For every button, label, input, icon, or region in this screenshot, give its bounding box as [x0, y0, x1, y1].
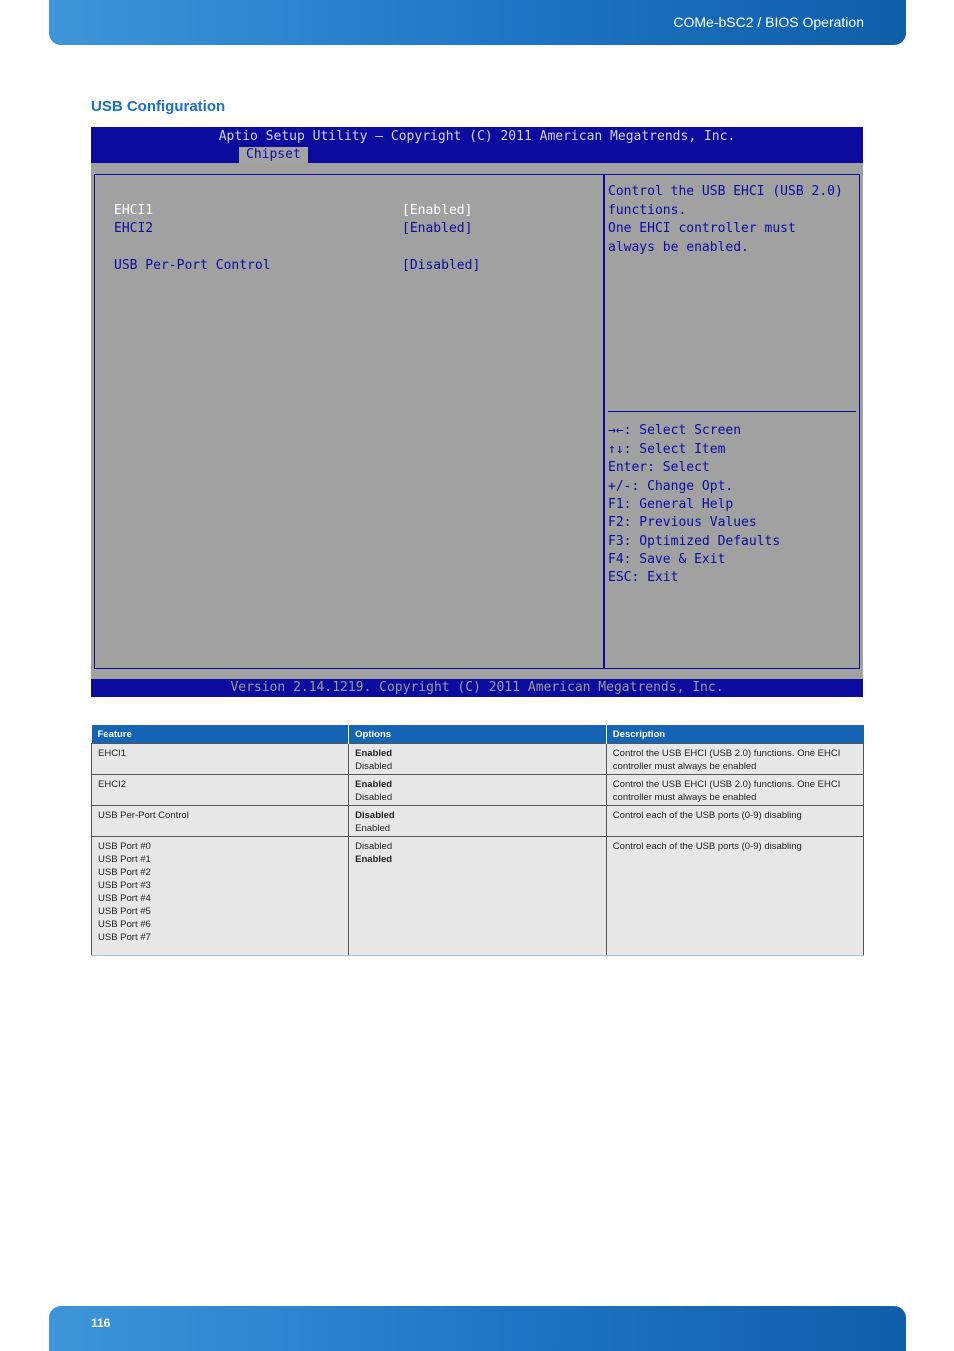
feature-name: USB Port #6: [98, 919, 151, 930]
bios-version: Version 2.14.1219. Copyright (C) 2011 American Megatrends, Inc.: [230, 680, 724, 695]
bios-header: [91, 127, 863, 163]
table-row: [92, 806, 864, 837]
feature-name: EHCI1: [98, 748, 126, 759]
description-cell: Control the USB EHCI (USB 2.0) functions. One EHCI controller must always be enabled: [606, 744, 863, 775]
options-cell: [349, 744, 607, 775]
divider: [608, 411, 856, 412]
bios-body: [91, 163, 863, 679]
setting-label: USB Per-Port Control: [114, 258, 271, 273]
setting-value[interactable]: [Enabled]: [402, 203, 473, 218]
setting-value[interactable]: [Disabled]: [402, 258, 481, 273]
document-title: COMe-bSC2 / BIOS Operation: [673, 14, 864, 30]
feature-name: USB Port #4: [98, 893, 151, 904]
feature-name: USB Port #5: [98, 906, 151, 917]
options-cell: [349, 775, 607, 806]
feature-cell: [92, 775, 349, 806]
table-row: [92, 744, 864, 775]
feature-name: USB Port #3: [98, 880, 151, 891]
setting-label: EHCI2: [114, 221, 154, 236]
options-cell: [349, 806, 607, 837]
feature-name: USB Per-Port Control: [98, 810, 189, 821]
feature-name: USB Port #1: [98, 854, 151, 865]
default-option: Enabled: [355, 779, 393, 790]
feature-name: USB Port #7: [98, 932, 151, 943]
table-header-row: [92, 725, 864, 744]
page-number: 116: [91, 1316, 111, 1330]
column-header: Options: [349, 725, 607, 744]
description-cell: Control each of the USB ports (0-9) disabling: [606, 806, 863, 837]
help-text: functions.: [608, 203, 687, 218]
header-banner: [49, 0, 906, 45]
key-hint: F4: Save & Exit: [608, 552, 726, 567]
key-hint: +/-: Change Opt.: [608, 479, 734, 494]
key-hint: F1: General Help: [608, 497, 734, 512]
feature-name: USB Port #0: [98, 841, 151, 852]
options-cell: [349, 837, 607, 956]
help-panel: [604, 174, 860, 669]
feature-name: USB Port #2: [98, 867, 151, 878]
help-text: One EHCI controller must: [608, 221, 796, 236]
tab-chipset[interactable]: Chipset: [239, 147, 308, 163]
setting-value[interactable]: [Enabled]: [402, 221, 473, 236]
help-text: Control the USB EHCI (USB 2.0): [608, 184, 843, 199]
settings-panel: [94, 174, 604, 669]
option: Enabled: [355, 823, 391, 834]
default-option: Enabled: [355, 854, 393, 865]
bios-screenshot: [91, 127, 863, 697]
key-hint: ↑↓: Select Item: [608, 442, 726, 457]
section-heading: USB Configuration: [91, 98, 226, 115]
description-cell: Control each of the USB ports (0-9) disabling: [606, 837, 863, 956]
description-cell: Control the USB EHCI (USB 2.0) functions. One EHCI controller must always be enabled: [606, 775, 863, 806]
key-hint: F2: Previous Values: [608, 515, 757, 530]
feature-cell: [92, 806, 349, 837]
key-hint: Enter: Select: [608, 460, 710, 475]
key-hint: F3: Optimized Defaults: [608, 534, 781, 549]
bios-title: Aptio Setup Utility – Copyright (C) 2011 American Megatrends, Inc.: [218, 129, 736, 144]
default-option: Disabled: [355, 810, 395, 821]
key-hint: ESC: Exit: [608, 570, 679, 585]
key-hint: →←: Select Screen: [608, 423, 742, 438]
setting-label: EHCI1: [114, 203, 154, 218]
option: Disabled: [355, 761, 393, 772]
column-header: Feature: [92, 725, 349, 744]
column-header: Description: [606, 725, 863, 744]
feature-cell: [92, 837, 349, 956]
feature-name: EHCI2: [98, 779, 126, 790]
table-row: [92, 837, 864, 956]
default-option: Enabled: [355, 748, 393, 759]
feature-cell: [92, 744, 349, 775]
bios-footer: [91, 679, 863, 697]
option: Disabled: [355, 792, 393, 803]
footer-banner: [49, 1306, 906, 1351]
feature-table: [91, 725, 864, 956]
help-text: always be enabled.: [608, 240, 749, 255]
table-row: [92, 775, 864, 806]
option: Disabled: [355, 841, 393, 852]
